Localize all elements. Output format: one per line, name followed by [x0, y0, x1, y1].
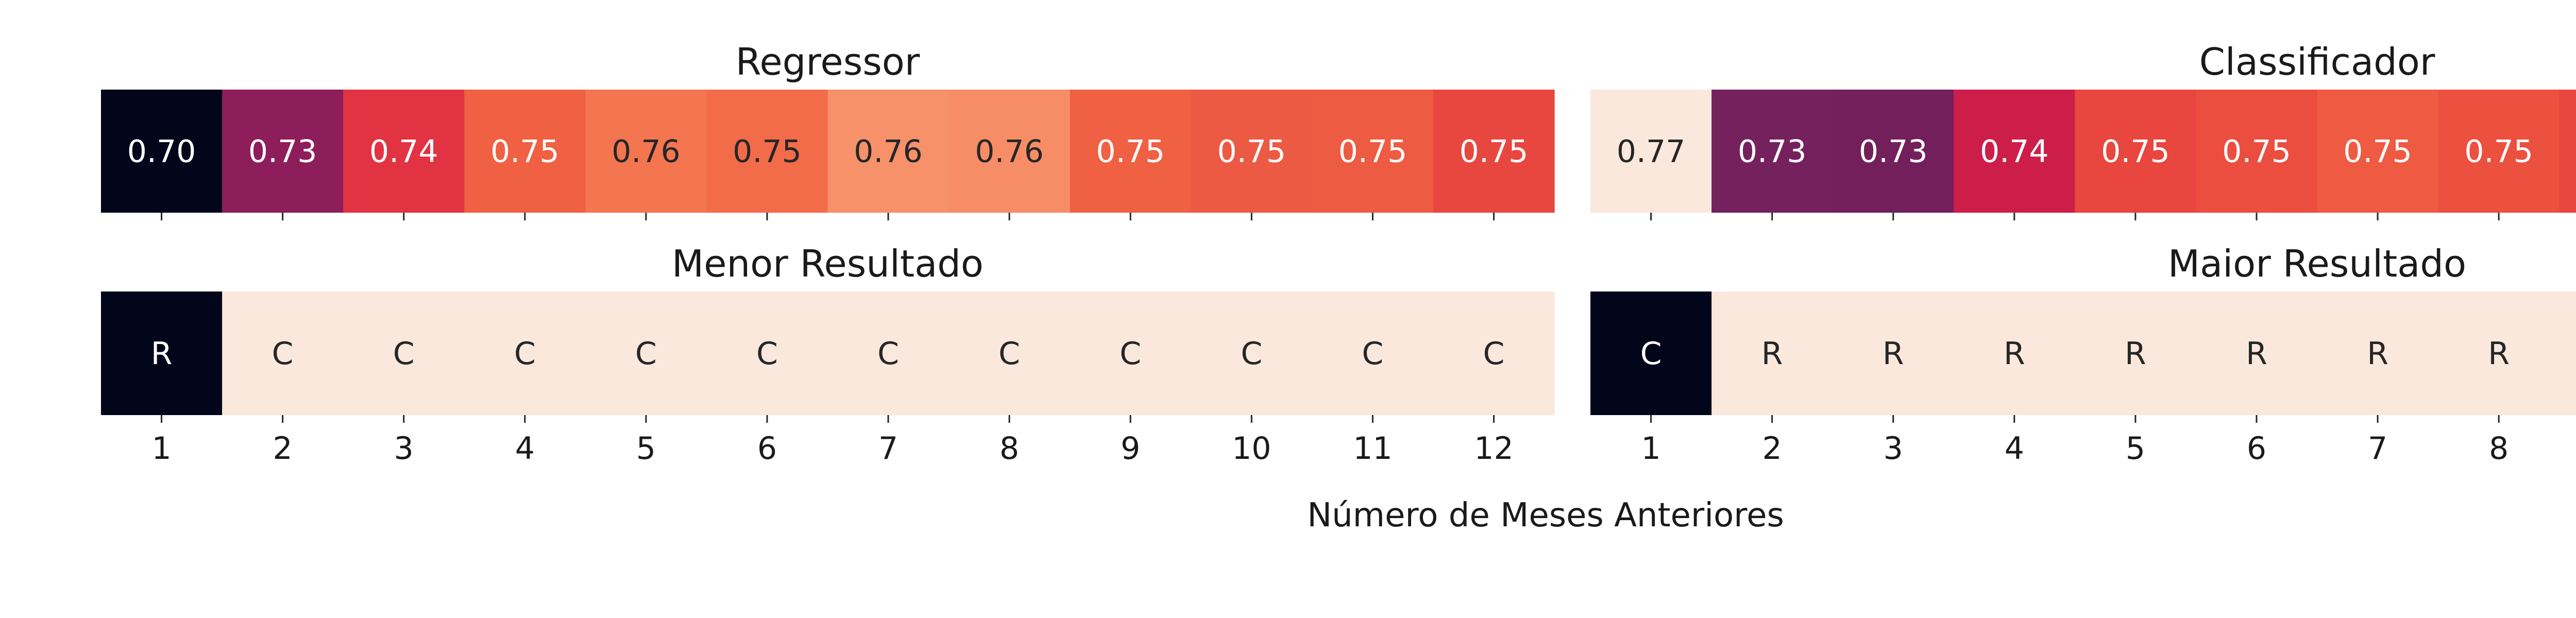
- x-tick-label: 9: [1121, 431, 1141, 467]
- heatmap-menor-resultado: [101, 242, 1555, 467]
- cell-value-label: 0.75: [1338, 133, 1408, 170]
- cell-value-label: C: [1483, 336, 1505, 372]
- panel-title-regressor: Regressor: [735, 40, 920, 83]
- cell-value-label: 0.73: [1858, 133, 1928, 170]
- x-axis-label: Número de Meses Anteriores: [1307, 496, 1784, 535]
- heatmap-classificador: [1590, 40, 2576, 220]
- cell-value-label: R: [2125, 336, 2146, 372]
- cell-value-label: C: [272, 336, 294, 372]
- cell-value-label: 0.75: [1459, 133, 1529, 170]
- cell-value-label: 0.76: [975, 133, 1044, 170]
- x-tick-label: 1: [151, 431, 172, 467]
- panel-title-classificador: Classificador: [2199, 40, 2435, 83]
- cell-value-label: 0.76: [612, 133, 681, 170]
- x-tick-label: 8: [2489, 431, 2509, 467]
- cell-value-label: C: [1120, 336, 1142, 372]
- x-tick-label: 11: [1353, 431, 1393, 467]
- cell-value-label: C: [635, 336, 657, 372]
- x-tick-label: 2: [1762, 431, 1782, 467]
- cell-value-label: 0.77: [1616, 133, 1686, 170]
- cell-value-label: 0.74: [369, 133, 438, 170]
- cell-value-label: C: [877, 336, 899, 372]
- heatmap-panels: [101, 40, 2576, 467]
- x-tick-label: 2: [273, 431, 293, 467]
- cell-value-label: C: [1241, 336, 1263, 372]
- cell-value-label: R: [2488, 336, 2510, 372]
- cell-value-label: 0.70: [127, 133, 196, 170]
- panel-title-menor-resultado: Menor Resultado: [672, 242, 984, 285]
- cell-value-label: R: [1882, 336, 1904, 372]
- cell-value-label: C: [1640, 336, 1662, 372]
- cell-value-label: 0.75: [1096, 133, 1165, 170]
- x-tick-label: 10: [1232, 431, 1272, 467]
- cell-value-label: C: [514, 336, 536, 372]
- cell-value-label: 0.75: [2101, 133, 2170, 170]
- heatmap-cell: [2560, 291, 2576, 415]
- cell-value-label: 0.75: [733, 133, 802, 170]
- cell-value-label: C: [756, 336, 778, 372]
- cell-value-label: C: [1362, 336, 1384, 372]
- cell-value-label: C: [998, 336, 1021, 372]
- x-tick-label: 7: [878, 431, 899, 467]
- cell-value-label: 0.75: [2343, 133, 2412, 170]
- x-tick-label: 5: [2125, 431, 2145, 467]
- cell-value-label: 0.75: [2464, 133, 2533, 170]
- x-tick-label: 5: [636, 431, 656, 467]
- heatmap-maior-resultado: [1590, 242, 2576, 467]
- x-tick-label: 4: [515, 431, 535, 467]
- x-tick-label: 3: [1883, 431, 1903, 467]
- cell-value-label: R: [2367, 336, 2388, 372]
- cell-value-label: R: [1761, 336, 1783, 372]
- x-tick-label: 6: [757, 431, 777, 467]
- cell-value-label: 0.75: [490, 133, 560, 170]
- heatmap-cell: [2560, 90, 2576, 213]
- cell-value-label: 0.73: [1737, 133, 1807, 170]
- cell-value-label: R: [2246, 336, 2267, 372]
- cell-value-label: R: [150, 336, 173, 372]
- cell-value-label: 0.76: [854, 133, 923, 170]
- x-tick-label: 6: [2246, 431, 2267, 467]
- cell-value-label: 0.75: [2222, 133, 2291, 170]
- x-tick-label: 7: [2367, 431, 2388, 467]
- x-tick-label: 4: [2004, 431, 2024, 467]
- cell-value-label: 0.75: [1217, 133, 1286, 170]
- cell-value-label: 0.73: [248, 133, 317, 170]
- cell-value-label: 0.74: [1979, 133, 2049, 170]
- x-tick-label: 3: [394, 431, 414, 467]
- heatmap-regressor: [101, 40, 1555, 220]
- x-tick-label: 1: [1641, 431, 1661, 467]
- cell-value-label: R: [2003, 336, 2025, 372]
- x-tick-label: 12: [1474, 431, 1514, 467]
- x-tick-label: 8: [999, 431, 1020, 467]
- cell-value-label: C: [393, 336, 415, 372]
- panel-title-maior-resultado: Maior Resultado: [2167, 242, 2467, 285]
